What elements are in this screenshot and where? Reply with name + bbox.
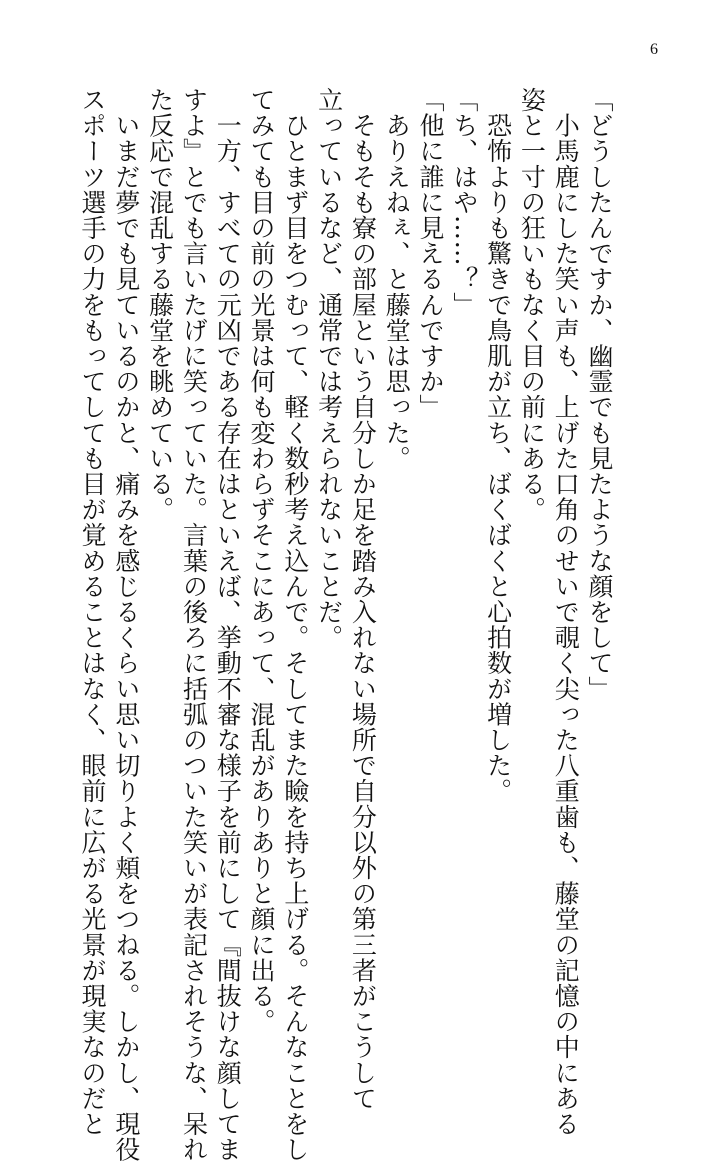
text-line: ありえねぇ、と藤堂は思った。 — [382, 87, 412, 471]
text-line: 「ち、はや……？」 — [449, 87, 479, 318]
text-line: 立っているなど、通常では考えられないことだ。 — [314, 87, 344, 651]
text-line: スポーツ選手の力をもってしても目が覚めることはなく、眼前に広がる光景が現実なのだと — [78, 87, 108, 1137]
text-line: ひとまず目をつむって、軽く数秒考え込んで。そしてまた瞼を持ち上げる。そんなことをし — [280, 87, 310, 1162]
vertical-text-block — [75, 87, 616, 1162]
text-line: 小馬鹿にした笑い声も、上げた口角のせいで覗く尖った八重歯も、藤堂の記憶の中にある — [551, 87, 581, 1137]
text-line: すよ』とでも言いたげに笑っていた。言葉の後ろに括弧のついた笑いが表記されそうな、呆れ — [179, 87, 209, 1162]
text-line: いまだ夢でも見ているのかと、痛みを感じるくらい思い切りよく頬をつねる。しかし、現役 — [111, 87, 141, 1162]
text-line: 姿と一寸の狂いもなく目の前にある。 — [517, 87, 547, 523]
text-line: てみても目の前の光景は何も変わらずそこにあって、混乱がありありと顔に出る。 — [247, 87, 277, 1035]
text-line: 「どうしたんですか、幽霊でも見たような顔をして」 — [585, 87, 614, 702]
text-line: 恐怖よりも驚きで鳥肌が立ち、ばくばくと心拍数が増した。 — [483, 87, 513, 804]
text-line: た反応で混乱する藤堂を眺めている。 — [145, 87, 175, 523]
page-number: 6 — [650, 41, 658, 58]
text-line: 「他に誰に見えるんですか」 — [416, 87, 446, 420]
text-line: そもそも寮の部屋という自分しか足を踏み入れない場所で自分以外の第三者がこうして — [348, 87, 378, 1111]
text-line: 一方、すべての元凶である存在はといえば、挙動不審な様子を前にして『間抜けな顔してま — [213, 87, 243, 1162]
